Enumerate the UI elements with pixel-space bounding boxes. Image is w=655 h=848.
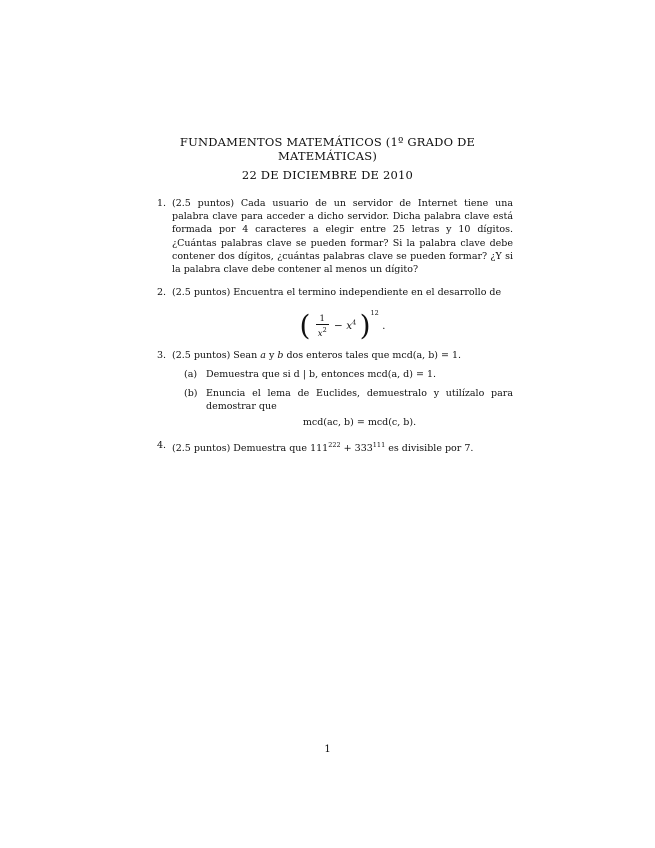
variable-b: b — [277, 349, 284, 361]
fraction-numerator: 1 — [316, 314, 329, 325]
left-paren: ( — [299, 309, 311, 343]
problem-text-suffix: es divisible por 7. — [388, 443, 474, 454]
subitem-a — [184, 368, 513, 381]
term-exponent: 4 — [352, 318, 357, 327]
problem-2 — [157, 286, 513, 343]
power-1-base: 111 — [310, 443, 329, 454]
problem-number: 1. — [157, 198, 167, 209]
plus-sign: + — [343, 443, 352, 454]
exam-date: 22 DE DICIEMBRE DE 2010 — [241, 168, 414, 182]
title-line-2: MATEMÁTICAS) — [277, 149, 378, 163]
problem-text-prefix: (2.5 puntos) Demuestra que — [172, 443, 308, 454]
problem-3 — [157, 349, 513, 429]
exam-title — [150, 135, 505, 163]
fraction-denominator: $x^2$ — [317, 326, 327, 339]
formula-period: . — [382, 320, 386, 333]
gcd-formula: mcd(ac, b) = mcd(c, b). — [302, 416, 417, 428]
problem-text-prefix: (2.5 puntos) Sean — [172, 349, 258, 361]
binomial-formula — [172, 307, 513, 343]
term-base: x — [346, 320, 353, 333]
subitem-label: (b) — [184, 388, 198, 400]
minus-sign: − — [334, 320, 343, 333]
subitem-label: (a) — [184, 369, 198, 381]
problem-number: 2. — [157, 287, 167, 299]
outer-exponent: 12 — [370, 309, 379, 318]
problem-number: 4. — [157, 439, 167, 451]
subitem-b — [184, 387, 513, 429]
problem-text: (2.5 puntos) Cada usuario de un servidor de Internet tiene una palabra clave para acceder a dicho servidor. Dicha palabra clave está formada por 4 caracteres a elegir entre 25 letras y 10 dígitos. ¿Cuántas palabras clave se pueden formar? Si la palabra clave debe contener dos dígitos, ¿cuántas palabras clave se pueden formar? ¿Y si la palabra clave debe contener al menos un dígito? — [172, 198, 513, 276]
title-line-1: FUNDAMENTOS MATEMÁTICOS (1º GRADO DE — [179, 135, 476, 149]
problem-list — [157, 197, 513, 465]
variable-a: a — [260, 349, 266, 361]
power-2-base: 333 — [354, 443, 373, 454]
problem-text-y: y — [268, 349, 275, 361]
right-paren: ) — [359, 309, 371, 343]
problem-number: 3. — [157, 349, 167, 361]
problem-text: (2.5 puntos) Encuentra el termino independiente en el desarrollo de — [172, 287, 502, 299]
power-1-exponent: 222 — [328, 440, 341, 449]
fraction — [316, 314, 329, 339]
subitem-text: Demuestra que si d | b, entonces mcd(a, d) = 1. — [206, 369, 437, 381]
page-number: 1 — [324, 744, 331, 755]
power-2-exponent: 111 — [372, 440, 386, 449]
subitem-text: Enuncia el lema de Euclides, demuestralo y utilízalo para demostrar que — [206, 388, 513, 413]
problem-1 — [157, 197, 513, 276]
problem-text-suffix: dos enteros tales que mcd(a, b) = 1. — [286, 349, 462, 361]
problem-4 — [157, 439, 513, 455]
